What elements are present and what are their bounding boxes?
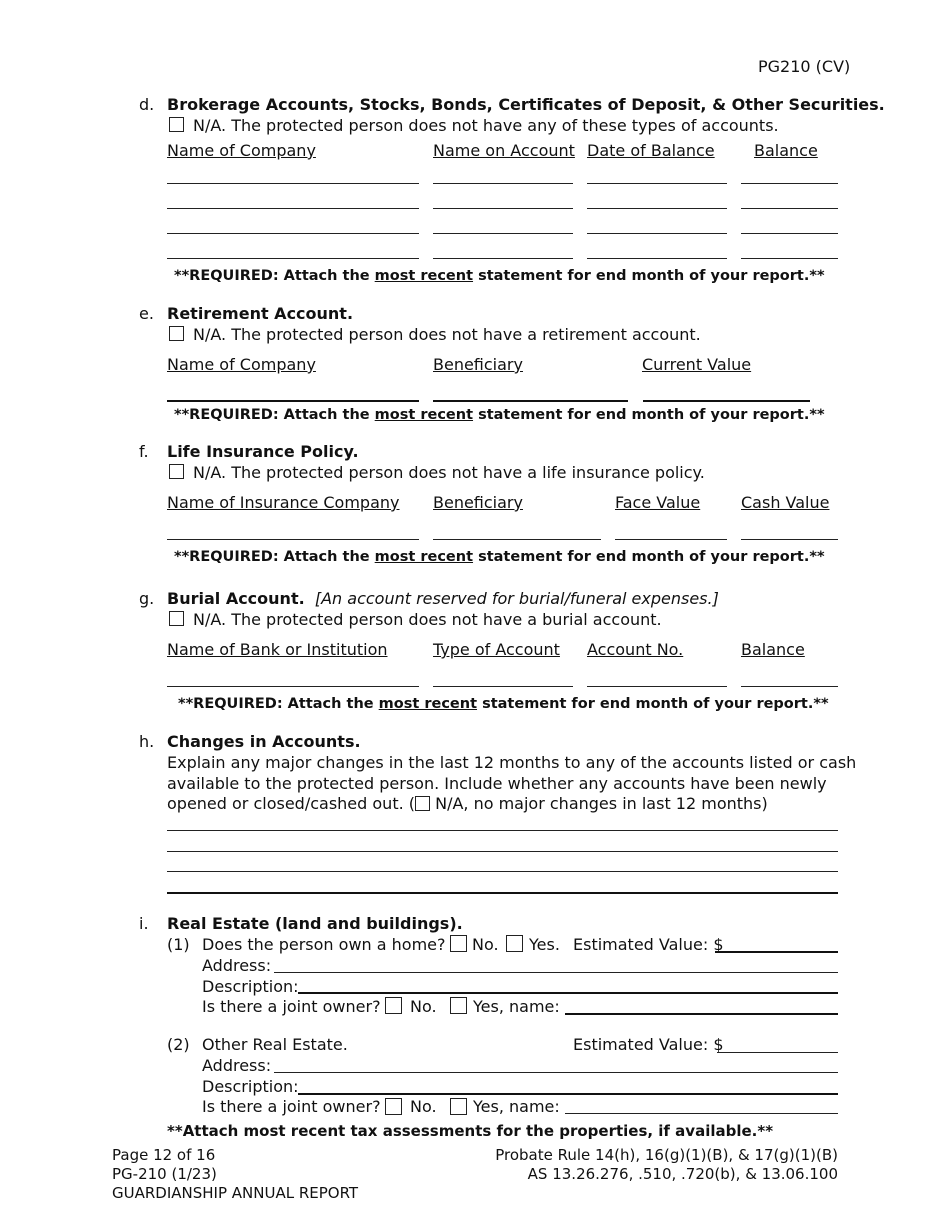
section-f-na-checkbox[interactable]	[169, 464, 184, 479]
section-g-letter: g.	[139, 589, 155, 608]
section-d-row2-date-field[interactable]	[587, 208, 727, 209]
section-d-row4-company-field[interactable]	[167, 258, 419, 259]
section-i-item1-no-label: No.	[472, 935, 499, 954]
section-e-required-note: **REQUIRED: Attach the most recent statement for end month of your report.**	[174, 407, 825, 423]
section-g-subtitle: [An account reserved for burial/funeral expenses.]	[314, 589, 719, 608]
section-f-beneficiary-field[interactable]	[433, 539, 601, 540]
section-f-company-field[interactable]	[167, 539, 419, 540]
section-i-item2-label: Other Real Estate.	[202, 1035, 348, 1054]
section-h-letter: h.	[139, 732, 155, 751]
section-g-required-note: **REQUIRED: Attach the most recent statement for end month of your report.**	[178, 696, 829, 712]
section-g-balance-field[interactable]	[741, 686, 838, 687]
section-i-item2-joint-no-label: No.	[410, 1097, 437, 1116]
section-d-row3-name-field[interactable]	[433, 233, 573, 234]
section-d-col-name-on-account: Name on Account	[433, 141, 575, 160]
section-g-na-checkbox[interactable]	[169, 611, 184, 626]
section-d-row4-name-field[interactable]	[433, 258, 573, 259]
section-i-item1-est-label: Estimated Value: $	[573, 935, 724, 954]
footer-form-number: PG-210 (1/23)	[112, 1165, 217, 1183]
section-i-item2-num: (2)	[167, 1035, 190, 1054]
section-f-required-note: **REQUIRED: Attach the most recent statement for end month of your report.**	[174, 549, 825, 565]
section-h-explain-line2[interactable]	[167, 851, 838, 852]
section-i-item1-joint-label: Is there a joint owner?	[202, 997, 381, 1016]
section-e-col-current-value: Current Value	[642, 355, 752, 374]
section-d-col-company: Name of Company	[167, 141, 316, 160]
section-i-item1-description-field[interactable]	[298, 992, 838, 994]
section-e-col-company: Name of Company	[167, 355, 316, 374]
section-i-item2-joint-name-field[interactable]	[565, 1113, 838, 1114]
section-d-row3-date-field[interactable]	[587, 233, 727, 234]
section-d-row1-date-field[interactable]	[587, 183, 727, 184]
section-i-item1-num: (1)	[167, 935, 190, 954]
section-i-item1-joint-yes-label: Yes, name:	[473, 997, 560, 1016]
section-i-item1-joint-no-label: No.	[410, 997, 437, 1016]
section-i-item1-no-checkbox[interactable]	[450, 935, 467, 952]
section-d-row4-date-field[interactable]	[587, 258, 727, 259]
section-d-row3-balance-field[interactable]	[741, 233, 838, 234]
section-i-letter: i.	[139, 914, 149, 933]
section-h-text-line1: Explain any major changes in the last 12 months to any of the accounts listed or cash	[167, 753, 857, 772]
section-i-item2-joint-yes-checkbox[interactable]	[450, 1098, 467, 1115]
footer-form-title: GUARDIANSHIP ANNUAL REPORT	[112, 1184, 359, 1202]
section-g-heading	[167, 589, 719, 608]
section-h-explain-line1[interactable]	[167, 830, 838, 831]
section-i-item1-joint-no-checkbox[interactable]	[385, 997, 402, 1014]
section-f-cash-value-field[interactable]	[741, 539, 838, 540]
section-i-item2-description-field[interactable]	[298, 1093, 838, 1095]
section-i-item1-address-field[interactable]	[274, 972, 838, 973]
section-i-item2-joint-no-checkbox[interactable]	[385, 1098, 402, 1115]
section-e-na-label: N/A. The protected person does not have a retirement account.	[193, 325, 701, 344]
section-f-face-value-field[interactable]	[615, 539, 727, 540]
footer-statute: AS 13.26.276, .510, .720(b), & 13.06.100	[527, 1165, 838, 1183]
section-h-text-line3: opened or closed/cashed out. ( N/A, no major changes in last 12 months)	[167, 794, 768, 813]
section-d-row2-company-field[interactable]	[167, 208, 419, 209]
form-code: PG210 (CV)	[758, 57, 851, 76]
section-g-account-no-field[interactable]	[587, 686, 727, 687]
section-f-col-insurance-company: Name of Insurance Company	[167, 493, 400, 512]
section-h-na-checkbox[interactable]	[415, 796, 430, 811]
footer-probate-rule: Probate Rule 14(h), 16(g)(1)(B), & 17(g)(1)(B)	[495, 1146, 838, 1164]
section-h-title: Changes in Accounts.	[167, 732, 361, 751]
section-d-row4-balance-field[interactable]	[741, 258, 838, 259]
section-i-item2-address-label: Address:	[202, 1056, 272, 1075]
section-g-title: Burial Account.	[167, 589, 305, 608]
section-d-row1-company-field[interactable]	[167, 183, 419, 184]
section-g-na-label: N/A. The protected person does not have a burial account.	[193, 610, 662, 629]
section-e-col-beneficiary: Beneficiary	[433, 355, 523, 374]
section-i-item1-address-label: Address:	[202, 956, 272, 975]
section-g-col-balance: Balance	[741, 640, 805, 659]
section-i-item1-yes-checkbox[interactable]	[506, 935, 523, 952]
section-i-tax-note: **Attach most recent tax assessments for the properties, if available.**	[167, 1122, 774, 1140]
section-i-item1-description-label: Description:	[202, 977, 299, 996]
section-h-text-line2: available to the protected person. Include whether any accounts have been newly	[167, 774, 827, 793]
section-d-col-balance: Balance	[754, 141, 818, 160]
section-i-item1-joint-yes-checkbox[interactable]	[450, 997, 467, 1014]
section-i-item2-joint-yes-label: Yes, name:	[473, 1097, 560, 1116]
section-g-col-bank: Name of Bank or Institution	[167, 640, 388, 659]
section-d-row2-name-field[interactable]	[433, 208, 573, 209]
section-e-na-checkbox[interactable]	[169, 326, 184, 341]
section-i-item2-est-label: Estimated Value: $	[573, 1035, 724, 1054]
section-i-item2-description-label: Description:	[202, 1077, 299, 1096]
section-i-item2-joint-label: Is there a joint owner?	[202, 1097, 381, 1116]
section-i-item2-address-field[interactable]	[274, 1072, 838, 1073]
section-d-row1-balance-field[interactable]	[741, 183, 838, 184]
section-e-letter: e.	[139, 304, 154, 323]
section-d-row1-name-field[interactable]	[433, 183, 573, 184]
section-i-item1-est-field[interactable]	[715, 951, 838, 953]
section-g-col-type: Type of Account	[433, 640, 560, 659]
section-e-value-field[interactable]	[643, 400, 810, 402]
section-h-explain-line3[interactable]	[167, 871, 838, 872]
section-g-col-account-no: Account No.	[587, 640, 684, 659]
section-i-item1-yes-label: Yes.	[529, 935, 560, 954]
section-d-row3-company-field[interactable]	[167, 233, 419, 234]
section-i-item1-question: Does the person own a home?	[202, 935, 446, 954]
section-f-title: Life Insurance Policy.	[167, 442, 359, 461]
section-e-company-field[interactable]	[167, 400, 419, 402]
section-f-col-beneficiary: Beneficiary	[433, 493, 523, 512]
section-i-title: Real Estate (land and buildings).	[167, 914, 463, 933]
section-f-col-cash-value: Cash Value	[741, 493, 830, 512]
section-f-col-face-value: Face Value	[615, 493, 701, 512]
section-f-na-label: N/A. The protected person does not have a life insurance policy.	[193, 463, 705, 482]
footer-page-number: Page 12 of 16	[112, 1146, 216, 1164]
section-i-item2-est-field[interactable]	[717, 1052, 838, 1053]
section-d-na-checkbox[interactable]	[169, 117, 184, 132]
section-d-row2-balance-field[interactable]	[741, 208, 838, 209]
section-d-na-label: N/A. The protected person does not have any of these types of accounts.	[193, 116, 779, 135]
section-d-col-date: Date of Balance	[587, 141, 715, 160]
section-g-type-field[interactable]	[433, 686, 573, 687]
section-d-title: Brokerage Accounts, Stocks, Bonds, Certificates of Deposit, & Other Securities.	[167, 95, 885, 114]
section-g-bank-field[interactable]	[167, 686, 419, 687]
section-d-required-note: **REQUIRED: Attach the most recent statement for end month of your report.**	[174, 268, 825, 284]
section-d-letter: d.	[139, 95, 155, 114]
section-e-beneficiary-field[interactable]	[433, 400, 628, 402]
section-f-letter: f.	[139, 442, 149, 461]
section-e-title: Retirement Account.	[167, 304, 354, 323]
section-h-explain-line4[interactable]	[167, 892, 838, 894]
section-i-item1-joint-name-field[interactable]	[565, 1013, 838, 1015]
